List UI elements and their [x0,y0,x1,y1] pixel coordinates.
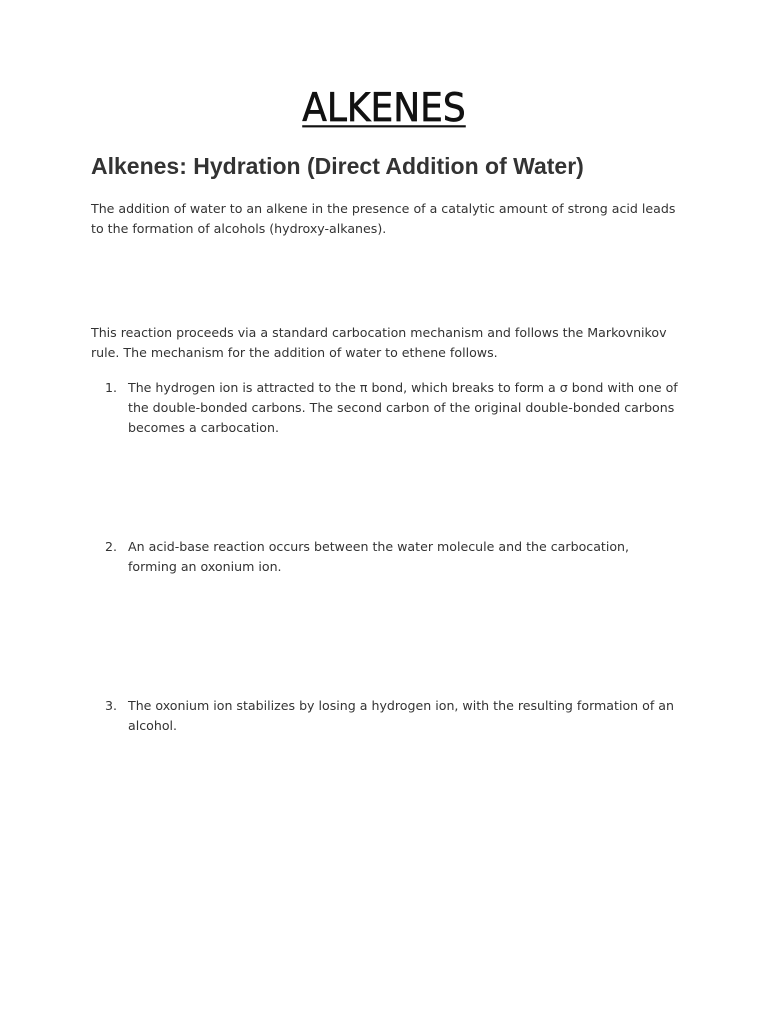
list-item-text: The hydrogen ion is attracted to the π bond, which breaks to form a σ bond with one of the double-bonded carbons. The second carbon of the original double-bonded carbons becomes a carbocation. [128,380,678,435]
list-item-number: 2. [105,539,118,554]
list-item-number: 1. [105,380,118,395]
list-item-number: 3. [105,698,118,713]
mechanism-paragraph: This reaction proceeds via a standard carbocation mechanism and follows the Markovnikov rule. The mechanism for the addition of water to ethene follows. [91,325,667,360]
document-title: ALKENES [302,86,466,131]
list-item-text: The oxonium ion stabilizes by losing a hydrogen ion, with the resulting formation of an alcohol. [128,698,674,733]
section-heading: Alkenes: Hydration (Direct Addition of Water) [91,153,584,179]
list-item-text: An acid-base reaction occurs between the water molecule and the carbocation, forming an oxonium ion. [128,539,630,574]
intro-paragraph: The addition of water to an alkene in the presence of a catalytic amount of strong acid leads to the formation of alcohols (hydroxy-alkanes). [91,201,676,236]
